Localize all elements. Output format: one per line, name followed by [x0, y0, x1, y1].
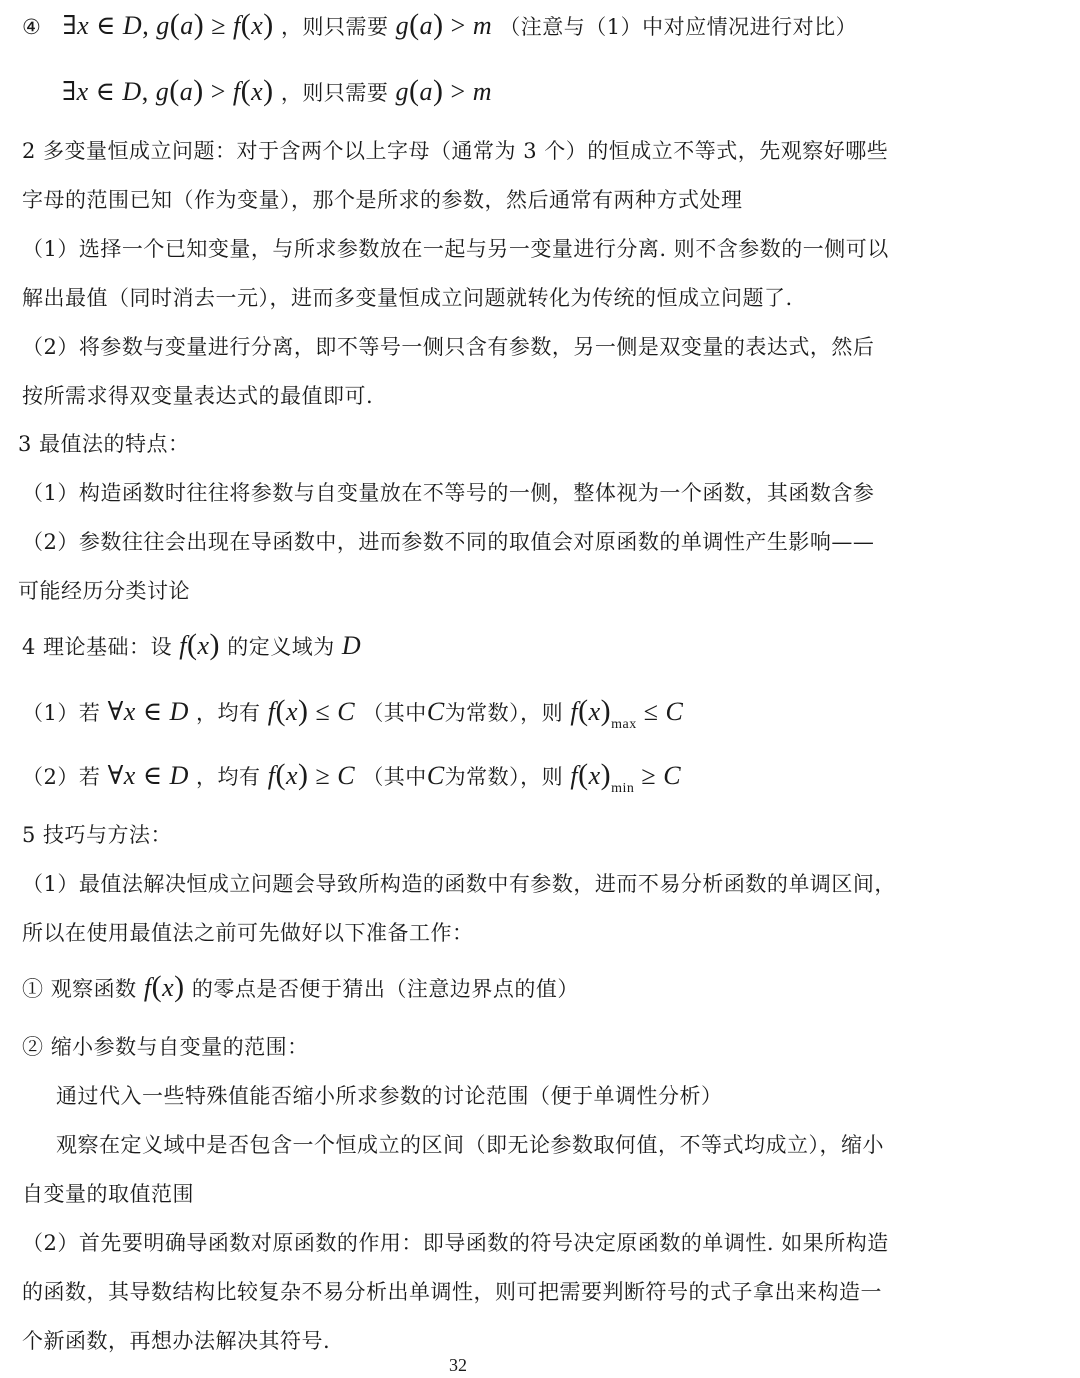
tip-2-line: ② 缩小参数与自变量的范围：	[22, 1035, 309, 1059]
paragraph-line: 可能经历分类讨论	[18, 579, 190, 603]
section-heading: 4 理论基础：设 f(x) 的定义域为 D	[22, 628, 362, 661]
paragraph-line: 解出最值（同时消去一元），进而多变量恒成立问题就转化为传统的恒成立问题了.	[22, 286, 793, 310]
paragraph-line: 个新函数，再想办法解决其符号.	[22, 1329, 331, 1353]
paragraph-line: 自变量的取值范围	[22, 1182, 194, 1206]
paragraph-line: 按所需求得双变量表达式的最值即可.	[22, 384, 374, 408]
condition-4b-line: ∃x ∈ D, g(a) > f(x) ，则只需要 g(a) > m	[62, 74, 492, 107]
paragraph-line: 所以在使用最值法之前可先做好以下准备工作：	[22, 921, 474, 945]
paragraph-line: （1）最值法解决恒成立问题会导致所构造的函数中有参数，进而不易分析函数的单调区间，	[22, 872, 896, 896]
tip-1-line: ① 观察函数 f(x) 的零点是否便于猜出（注意边界点的值）	[22, 970, 579, 1003]
condition-4-line: ④ ∃x ∈ D, g(a) ≥ f(x) ，则只需要 g(a) > m （注意与（1）中对应情况进行对比）	[22, 8, 858, 41]
circled-number: ②	[22, 1035, 44, 1059]
page-number: 32	[449, 1355, 467, 1375]
paragraph-line: （2）参数往往会出现在导函数中，进而参数不同的取值会对原函数的单调性产生影响——	[22, 530, 875, 554]
theory-line-2: （2）若 ∀x ∈ D ，均有 f(x) ≥ C （其中C为常数），则 $f(x)_{min} \ge C$	[22, 758, 682, 796]
theory-line-1: （1）若 ∀x ∈ D ，均有 f(x) ≤ C （其中C为常数），则 $f(x)_{max} \le C$	[22, 694, 684, 732]
paragraph-line: 观察在定义域中是否包含一个恒成立的区间（即无论参数取何值，不等式均成立），缩小	[56, 1133, 884, 1157]
paragraph-line: 2 多变量恒成立问题：对于含两个以上字母（通常为 3 个）的恒成立不等式，先观察好哪些	[22, 139, 889, 163]
paragraph-line: 通过代入一些特殊值能否缩小所求参数的讨论范围（便于单调性分析）	[56, 1084, 723, 1108]
paragraph-line: （1）选择一个已知变量，与所求参数放在一起与另一变量进行分离. 则不含参数的一侧可以	[22, 237, 889, 261]
section-heading: 5 技巧与方法：	[22, 823, 173, 847]
paragraph-line: 字母的范围已知（作为变量），那个是所求的参数，然后通常有两种方式处理	[22, 188, 743, 212]
paragraph-line: （2）首先要明确导函数对原函数的作用：即导函数的符号决定原函数的单调性. 如果所构造	[22, 1231, 889, 1255]
paragraph-line: 的函数，其导数结构比较复杂不易分析出单调性，则可把需要判断符号的式子拿出来构造一	[22, 1280, 882, 1304]
circled-number: ④	[22, 15, 42, 39]
paragraph-line: （1）构造函数时往往将参数与自变量放在不等号的一侧，整体视为一个函数，其函数含参	[22, 481, 875, 505]
section-heading: 3 最值法的特点：	[18, 432, 190, 456]
paragraph-line: （2）将参数与变量进行分离，即不等号一侧只含有参数，另一侧是双变量的表达式，然后	[22, 335, 875, 359]
circled-number: ①	[22, 977, 44, 1001]
